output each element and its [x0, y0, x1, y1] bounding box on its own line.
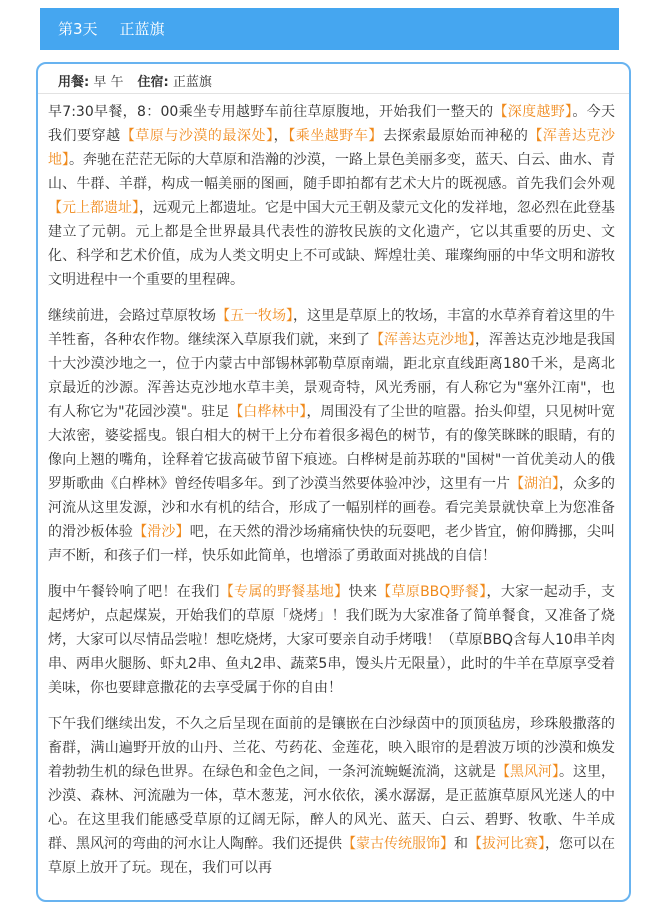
- highlighted-attraction: 【黑风河】: [496, 764, 559, 780]
- paragraph-text: ，远观元上都遗址。它是中国大元王朝及蒙元文化的发祥地，忽必烈在此登基建立了元朝。元上都是全世界最具代表性的游牧民族的文化遗产，它以其重要的历史、文化、科学和艺术价值，成为人类文明史上不可或缺、辉煌壮美、璀璨绚丽的中华文明和游牧文明进程中一个重要的里程碑。: [48, 200, 615, 288]
- paragraph-text: 。奔驰在茫茫无际的大草原和浩瀚的沙漠，一路上景色美丽多变，蓝天、白云、曲水、青山、牛群、羊群，构成一幅美丽的图画，随手即拍都有艺术大片的既视感。首先我们会外观: [48, 152, 615, 192]
- paragraph-text: 下午我们继续出发，不久之后呈现在面前的是镶嵌在白沙绿茵中的顶顶毡房，珍珠般撒落的畜群，满山遍野开放的山丹、兰花、芍药花、金莲花，映入眼帘的是碧波万顷的沙漠和焕发着勃勃生机的绿色世界。在绿色和金色之间，一条河流蜿蜒流淌，这就是: [48, 716, 615, 780]
- divider: [38, 93, 629, 94]
- itinerary-paragraph: [48, 580, 615, 700]
- paragraph-text: ，: [273, 128, 289, 144]
- day-title: 正蓝旗: [119, 20, 165, 38]
- highlighted-attraction: 【专属的野餐基地】: [219, 584, 349, 600]
- highlighted-attraction: 【白桦林中】: [229, 404, 307, 420]
- highlighted-attraction: 【元上都遗址】: [48, 200, 139, 216]
- lodging-label: 住宿:: [137, 75, 169, 90]
- paragraph-text: ，周围没有了尘世的喧嚣。抬头仰望，只见树叶宽大浓密，婆娑摇曳。银白相大的树干上分布着很多褐色的树节，有的像笑眯眯的眼睛，有的像向上翘的嘴角，诠释着它拔高破节留下痕迹。白桦树是前苏联的"国树"一首优美动人的俄罗斯歌曲《白桦林》曾经传唱多年。到了沙漠当然要体验冲沙，这里有一片: [48, 404, 616, 492]
- paragraph-text: ，众多的河流从这里发源，沙和水有机的结合，形成了一幅别样的画卷。看完美景就快章上为您准备的滑沙板体验: [48, 476, 615, 540]
- highlighted-attraction: 【草原BBQ野餐】: [377, 584, 487, 600]
- paragraph-text: ，这里是草原上的牧场，丰富的水草养育着这里的牛羊牲畜，各种农作物。继续深入草原我们就，来到了: [48, 308, 615, 348]
- paragraph-text: 早7:30早餐，8：00乘坐专用越野车前往草原腹地，开始我们一整天的: [48, 104, 494, 120]
- highlighted-attraction: 【乘坐越野车】: [288, 128, 383, 144]
- itinerary-paragraph: [48, 712, 615, 880]
- paragraph-text: ，浑善达克沙地是我国十大沙漠沙地之一，位于内蒙古中部锡林郭勒草原南端，距北京直线距离180千米，是离北京最近的沙源。浑善达克沙地水草丰美，景观奇特，风光秀丽，有人称它为"塞外江南"，也有人称它为"花园沙漠"。驻足: [48, 332, 615, 420]
- day-header: [40, 8, 619, 50]
- itinerary-description: [48, 100, 615, 892]
- highlighted-attraction: 【蒙古传统服饰】: [342, 836, 454, 852]
- highlighted-attraction: 【湖泊】: [510, 476, 559, 492]
- day-number: 第3天: [58, 20, 98, 38]
- paragraph-text: 。这里，沙漠、森林、河流融为一体，草木葱茏，河水依依，溪水潺潺，是正蓝旗草原风光迷人的中心。在这里我们能感受草原的辽阔无际，醉人的风光、蓝天、白云、碧野、牧歌、牛羊成群、黑风河的弯曲的河水让人陶醉。我们还提供: [48, 764, 615, 852]
- highlighted-attraction: 【浑善达克沙地】: [48, 128, 616, 168]
- highlighted-attraction: 【浑善达克沙地】: [370, 332, 475, 348]
- paragraph-text: 去探索最原始而神秘的: [382, 128, 529, 144]
- highlighted-attraction: 【深度越野】: [493, 104, 573, 120]
- meal-lodging-info: [58, 71, 212, 90]
- lodging-value: 正蓝旗: [172, 75, 212, 90]
- itinerary-paragraph: [48, 100, 615, 292]
- paragraph-text: ，大家一起动手，支起烤炉，点起煤炭，开始我们的草原「烧烤」！我们既为大家准备了简单餐食，又准备了烧烤，大家可以尽情品尝啦！想吃烧烤，大家可要亲自动手烤哦！（草原BBQ含每人10串羊肉串、两串火腿肠、虾丸2串、鱼丸2串、蔬菜5串，馒头片无限量），此时的牛羊在草原享受着美味，你也要肆意撒花的去享受属于你的自由！: [48, 584, 616, 696]
- paragraph-text: ，您可以在草原上放开了玩。现在，我们可以再: [48, 836, 615, 876]
- paragraph-text: 吧，在天然的滑沙场痛痛快快的玩耍吧，老少皆宜，俯仰腾挪，尖叫声不断，和孩子们一样，快乐如此简单，也增添了勇敢面对挑战的自信！: [48, 524, 616, 564]
- paragraph-text: 和: [454, 836, 468, 852]
- meals-label: 用餐:: [58, 75, 90, 90]
- paragraph-text: 继续前进，会路过草原牧场: [48, 308, 216, 324]
- meals-value: 早 午: [93, 75, 124, 90]
- paragraph-text: 快来: [348, 584, 378, 600]
- itinerary-paragraph: [48, 304, 615, 568]
- highlighted-attraction: 【拔河比赛】: [468, 836, 545, 852]
- highlighted-attraction: 【草原与沙漠的最深处】: [120, 128, 274, 144]
- highlighted-attraction: 【五一牧场】: [216, 308, 293, 324]
- highlighted-attraction: 【滑沙】: [133, 524, 190, 540]
- paragraph-text: 腹中午餐铃响了吧！在我们: [48, 584, 220, 600]
- paragraph-text: 。今天我们要穿越: [48, 104, 615, 144]
